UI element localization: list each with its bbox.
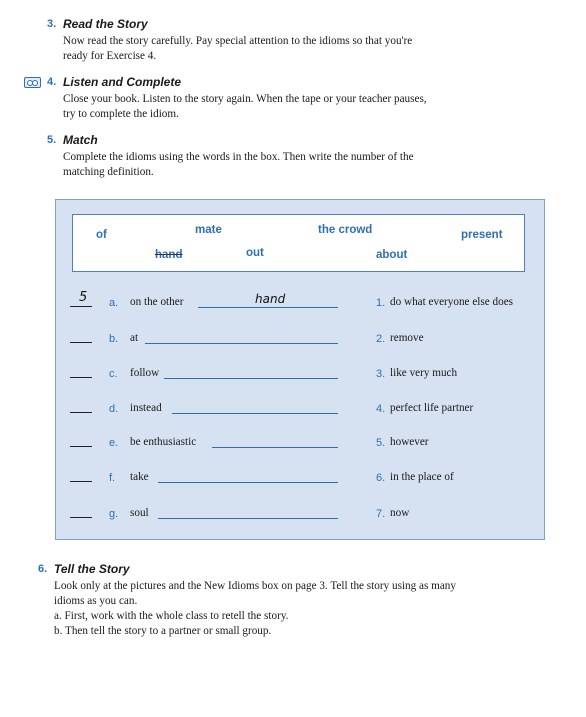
item-letter: g. [109,508,119,520]
instruction-line: try to complete the idiom. [63,108,179,120]
matching-item [0,332,586,352]
definition-text: however [390,436,429,448]
instruction-line: Now read the story carefully. Pay special attention to the idioms so that you're [63,35,413,47]
exercise-title: Tell the Story [54,562,130,576]
matching-item [0,436,586,456]
item-letter: a. [109,297,119,309]
exercise-instructions [54,579,554,639]
idiom-blank-line[interactable] [158,482,338,483]
definition-number: 7. [376,508,386,520]
item-letter: b. [109,333,119,345]
tape-icon [24,77,41,88]
word-box-word-used: hand [155,249,183,261]
word-box-word: out [246,247,264,259]
definition-text: perfect life partner [390,402,474,414]
word-box-word: mate [195,224,222,236]
idiom-blank-line[interactable] [212,447,338,448]
idiom-blank-line[interactable] [198,307,338,308]
answer-blank[interactable] [70,306,92,307]
instruction-line: matching definition. [63,166,154,178]
definition-text: like very much [390,367,458,379]
exercise-title: Read the Story [63,17,148,31]
item-letter: c. [109,368,118,380]
exercise-instructions [63,92,493,122]
exercise-title: Listen and Complete [63,75,182,89]
idiom-filled-word: hand [255,292,286,306]
definition-text: remove [390,332,424,344]
matching-item [0,290,586,316]
matching-item [0,367,586,387]
idiom-stem: be enthusiastic [130,436,197,448]
answer-blank[interactable] [70,412,92,413]
word-box-word: present [461,229,503,241]
instruction-line: ready for Exercise 4. [63,50,157,62]
definition-text: in the place of [390,471,454,483]
definition-number: 3. [376,368,386,380]
exercise-number: 3. [47,18,57,30]
exercise-title: Match [63,133,98,147]
definition-number: 1. [376,297,386,309]
definition-text: do what everyone else does [390,296,514,308]
idiom-stem: on the other [130,296,184,308]
instruction-line: Look only at the pictures and the New Idioms box on page 3. Tell the story using as many [54,580,456,592]
definition-number: 6. [376,472,386,484]
idiom-blank-line[interactable] [164,378,338,379]
item-letter: d. [109,403,119,415]
definition-number: 5. [376,437,386,449]
idiom-stem: at [130,332,139,344]
exercise-number: 4. [47,76,57,88]
instruction-line: a. First, work with the whole class to retell the story. [54,610,289,622]
exercise-instructions [63,150,493,180]
definition-number: 2. [376,333,386,345]
idiom-stem: take [130,471,149,483]
matching-item [0,402,586,422]
exercise-number: 6. [38,563,48,575]
item-letter: e. [109,437,119,449]
matching-item [0,507,586,527]
answer-blank[interactable] [70,517,92,518]
answer-blank[interactable] [70,481,92,482]
instruction-line: Complete the idioms using the words in the box. Then write the number of the [63,151,414,163]
idiom-stem: follow [130,367,160,379]
idiom-blank-line[interactable] [145,343,338,344]
word-box-word: of [96,229,107,241]
idiom-stem: soul [130,507,149,519]
exercise-number: 5. [47,134,57,146]
answer-blank[interactable] [70,446,92,447]
word-box [72,214,525,272]
idiom-stem: instead [130,402,162,414]
idiom-blank-line[interactable] [172,413,338,414]
instruction-line: Close your book. Listen to the story again. When the tape or your teacher pauses, [63,93,427,105]
word-box-word: about [376,249,408,261]
idiom-blank-line[interactable] [158,518,338,519]
exercise-instructions [63,34,493,64]
item-letter: f. [109,472,116,484]
instruction-line: idioms as you can. [54,595,138,607]
matching-item [0,471,586,491]
answer-blank[interactable] [70,342,92,343]
definition-text: now [390,507,410,519]
answer-value: 5 [79,290,88,305]
answer-blank[interactable] [70,377,92,378]
word-box-word: the crowd [318,224,373,236]
definition-number: 4. [376,403,386,415]
instruction-line: b. Then tell the story to a partner or small group. [54,625,272,637]
